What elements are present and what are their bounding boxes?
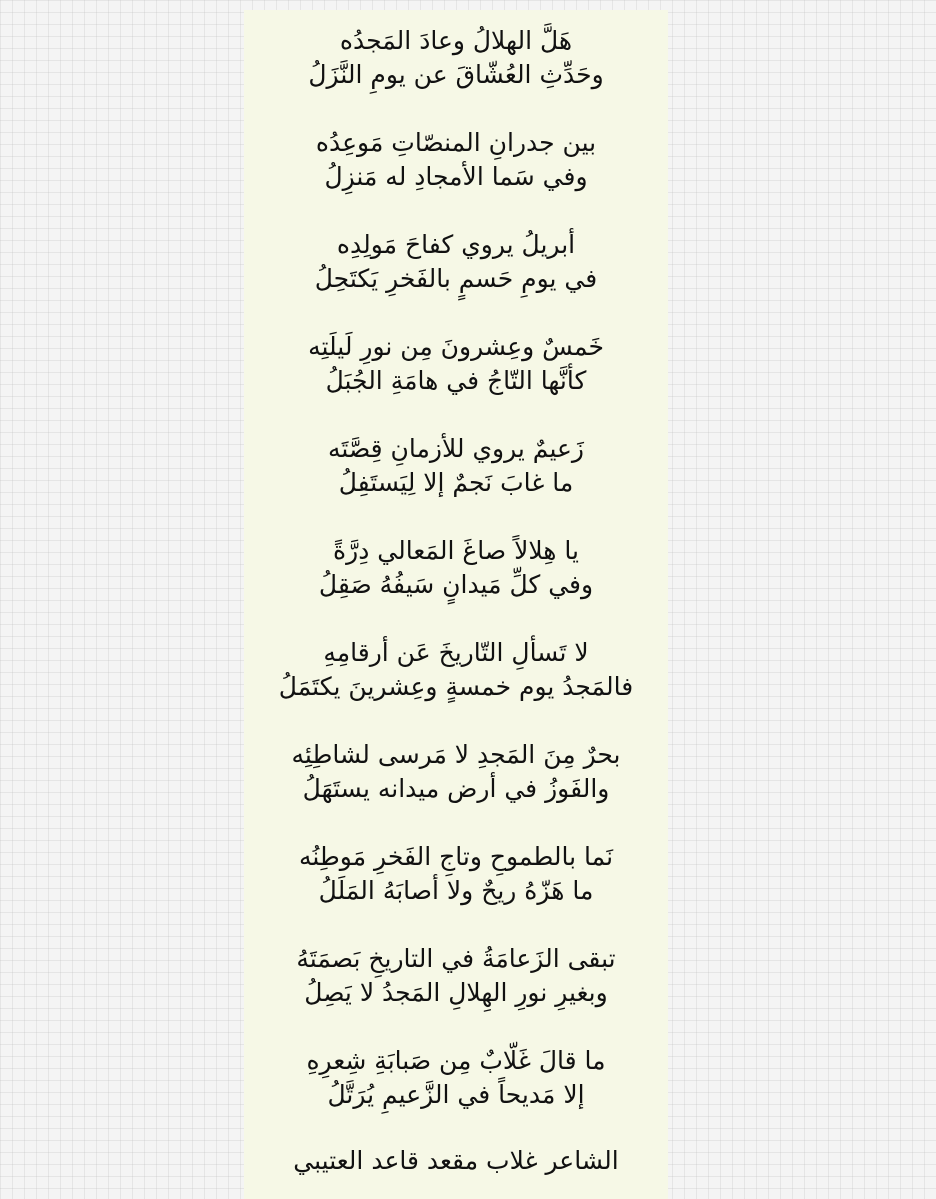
verse-line: بحرٌ مِنَ المَجدِ لا مَرسى لشاطِئِه bbox=[291, 740, 621, 769]
stanza bbox=[244, 534, 668, 636]
verse-line: في يومِ حَسمٍ بالفَخرِ يَكتَحِلُ bbox=[314, 264, 598, 293]
stanza bbox=[244, 24, 668, 126]
verse-line: والفَوزُ في أرض ميدانه يستَهَلُ bbox=[302, 774, 610, 803]
stanza bbox=[244, 840, 668, 942]
verse-line: خَمسٌ وعِشرونَ مِن نورِ لَيلَتِه bbox=[308, 332, 604, 361]
verse-line: زَعيمٌ يروي للأزمانِ قِصَّتَه bbox=[328, 434, 584, 463]
verse-line: نَما بالطموحِ وتاجِ الفَخرِ مَوطِنُه bbox=[298, 842, 614, 871]
verse-line: وبغيرِ نورِ الهِلالِ المَجدُ لا يَصِلُ bbox=[304, 978, 608, 1007]
verse-line: لا تَسألِ التّاريخَ عَن أرقامِهِ bbox=[323, 638, 589, 667]
verse-line: يا هِلالاً صاغَ المَعالي دِرَّةً bbox=[333, 536, 579, 565]
verse-line: تبقى الزَعامَةُ في التاريخِ بَصمَتَهُ bbox=[296, 944, 616, 973]
verse-line: وفي كلِّ مَيدانٍ سَيفُهُ صَقِلُ bbox=[318, 570, 594, 599]
verse-line: ما هَزّهُ ريحٌ ولا أصابَهُ المَلَلُ bbox=[318, 876, 594, 905]
poem bbox=[244, 24, 668, 1146]
stanza bbox=[244, 330, 668, 432]
stanza bbox=[244, 432, 668, 534]
verse-line: كأنَّها التّاجُ في هامَةِ الجُبَلُ bbox=[325, 366, 587, 395]
verse-line: ما قالَ غَلّابٌ مِن صَبابَةِ شِعرِهِ bbox=[306, 1046, 606, 1075]
stanza bbox=[244, 228, 668, 330]
verse-line: هَلَّ الهلالُ وعادَ المَجدُه bbox=[339, 26, 573, 55]
poet-signature: الشاعر غلاب مقعد قاعد العتيبي bbox=[293, 1146, 619, 1175]
stanza bbox=[244, 942, 668, 1044]
verse-line: فالمَجدُ يوم خمسةٍ وعِشرينَ يكتَمَلُ bbox=[278, 672, 634, 701]
verse-line: وفي سَما الأمجادِ له مَنزِلُ bbox=[324, 162, 588, 191]
verse-line: أبريلُ يروي كفاحَ مَولِدِه bbox=[336, 230, 576, 259]
verse-line: وحَدِّثِ العُشّاقَ عن يومِ النَّزَلُ bbox=[308, 60, 604, 89]
stanza bbox=[244, 738, 668, 840]
verse-line: بين جدرانِ المنصّاتِ مَوعِدُه bbox=[315, 128, 597, 157]
stanza bbox=[244, 636, 668, 738]
stanza bbox=[244, 1044, 668, 1146]
verse-line: إلا مَديحاً في الزَّعيمِ يُرَتَّلُ bbox=[327, 1080, 585, 1109]
poem-paper bbox=[244, 10, 668, 1199]
verse-line: ما غابَ نَجمٌ إلا لِيَستَفِلُ bbox=[338, 468, 574, 497]
stanza bbox=[244, 126, 668, 228]
